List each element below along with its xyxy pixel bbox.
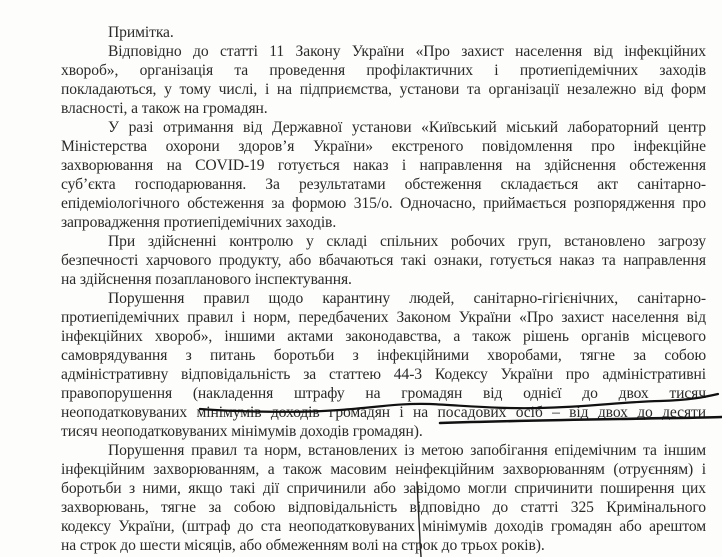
paragraph-5-line: на строк до шести місяців, або обмеженням волі на строк до трьох років).: [61, 537, 545, 554]
paragraph-1-line: покладаються, у тому числі, і на підприємства, установи та організації незалежно від форм: [61, 81, 706, 98]
paragraph-4-line: протиепідемічних правил і норм, передбачених Законом України «Про захист населення від: [61, 309, 706, 326]
paragraph-5-line: Порушення правил та норм, встановлених із метою запобігання епідемічним та іншим: [108, 442, 706, 459]
paragraph-4-line: адміністративну відповідальність за статтею 44-3 Кодексу України про адміністративні: [61, 366, 706, 383]
paragraph-3-line: на здійснення позапланового інспектування.: [61, 271, 352, 288]
paragraph-0-line: Примітка.: [108, 24, 174, 41]
paragraph-4-line: Порушення правил щодо карантину людей, санітарно-гігієнічних, санітарно-: [108, 290, 706, 307]
paragraph-1-line: хвороб», організація та проведення профілактичних і протиепідемічних заходів: [61, 62, 706, 79]
paragraph-5-line: інфекційним захворюванням, а також масовим неінфекційним захворюванням (отруєнням) і: [61, 461, 706, 478]
paragraph-3-line: безпечності харчового продукту, або вбачаються такі ознаки, готується наказ та направлення: [61, 252, 706, 269]
paragraph-4-line: правопорушення (накладення штрафу на громадян від однієї до двох тисяч: [61, 385, 706, 402]
paragraph-1-line: Відповідно до статті 11 Закону України «Про захист населення від інфекційних: [108, 43, 706, 60]
paragraph-2-line: епідеміологічного обстеження за формою 315/о. Одночасно, приймається розпорядження про: [61, 195, 706, 212]
paragraph-2-line: суб’єкта господарювання. За результатами обстеження складається акт санітарно-: [61, 176, 706, 193]
paragraph-4-line: самоврядування з питань боротьби з інфекційними хворобами, тягне за собою: [61, 347, 706, 364]
paragraph-5-line: захворювань, тягне за собою відповідальність відповідно до статті 325 Кримінального: [61, 499, 706, 516]
paragraph-2-line: Міністерства охорони здоров’я України» екстреного повідомлення про інфекційне: [61, 138, 706, 155]
paragraph-3-line: При здійсненні контролю у складі спільних робочих груп, встановлено загрозу: [108, 233, 706, 250]
paragraph-2-line: захворювання на COVID-19 готується наказ і направлення на здійснення обстеження: [61, 157, 706, 174]
paragraph-4-line: тисяч неоподатковуваних мінімумів доходів громадян).: [61, 423, 423, 440]
paragraph-4-line: неоподатковуваних мінімумів доходів громадян і на посадових осіб – від двох до десяти: [61, 404, 706, 421]
paragraph-2-line: У разі отримання від Державної установи «Київський міський лабораторний центр: [108, 119, 706, 136]
paragraph-2-line: запровадження протиепідемічних заходів.: [61, 214, 337, 231]
paragraph-4-line: інфекційних хвороб», іншими актами законодавства, а також рішень органів місцевого: [61, 328, 706, 345]
paragraph-5-line: кодексу України, (штраф до ста неоподатковуваних мінімумів доходів громадян або арештом: [61, 518, 706, 535]
paragraph-5-line: боротьби з ними, якщо такі дії спричинили або завідомо могли спричинити поширення цих: [61, 480, 706, 497]
paragraph-1-line: власності, а також на громадян.: [61, 100, 268, 117]
